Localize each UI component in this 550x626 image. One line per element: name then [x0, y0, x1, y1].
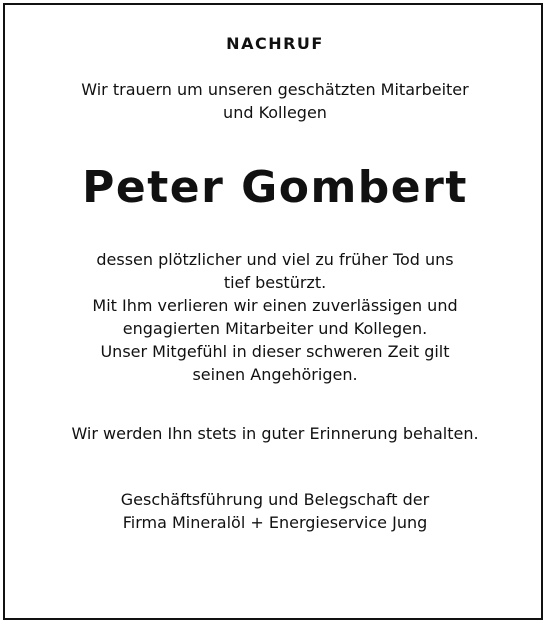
signature	[0, 488, 550, 534]
notice-heading: NACHRUF	[226, 34, 324, 53]
signature-line: Geschäftsführung und Belegschaft der	[120, 490, 430, 509]
body-line: tief bestürzt.	[223, 273, 327, 292]
body-line: engagierten Mitarbeiter und Kollegen.	[122, 319, 428, 338]
body-line: dessen plötzlicher und viel zu früher Tod uns	[96, 250, 454, 269]
intro-line: und Kollegen	[223, 103, 327, 122]
deceased-name: Peter Gombert	[82, 162, 468, 213]
intro-text	[0, 78, 550, 124]
body-line: Mit Ihm verlieren wir einen zuverlässigen und	[92, 296, 458, 315]
body-text	[0, 248, 550, 386]
signature-line: Firma Mineralöl + Energieservice Jung	[122, 513, 428, 532]
closing-text: Wir werden Ihn stets in guter Erinnerung behalten.	[71, 424, 479, 443]
intro-line: Wir trauern um unseren geschätzten Mitarbeiter	[81, 80, 469, 99]
body-line: Unser Mitgefühl in dieser schweren Zeit gilt	[100, 342, 450, 361]
body-line: seinen Angehörigen.	[192, 365, 358, 384]
